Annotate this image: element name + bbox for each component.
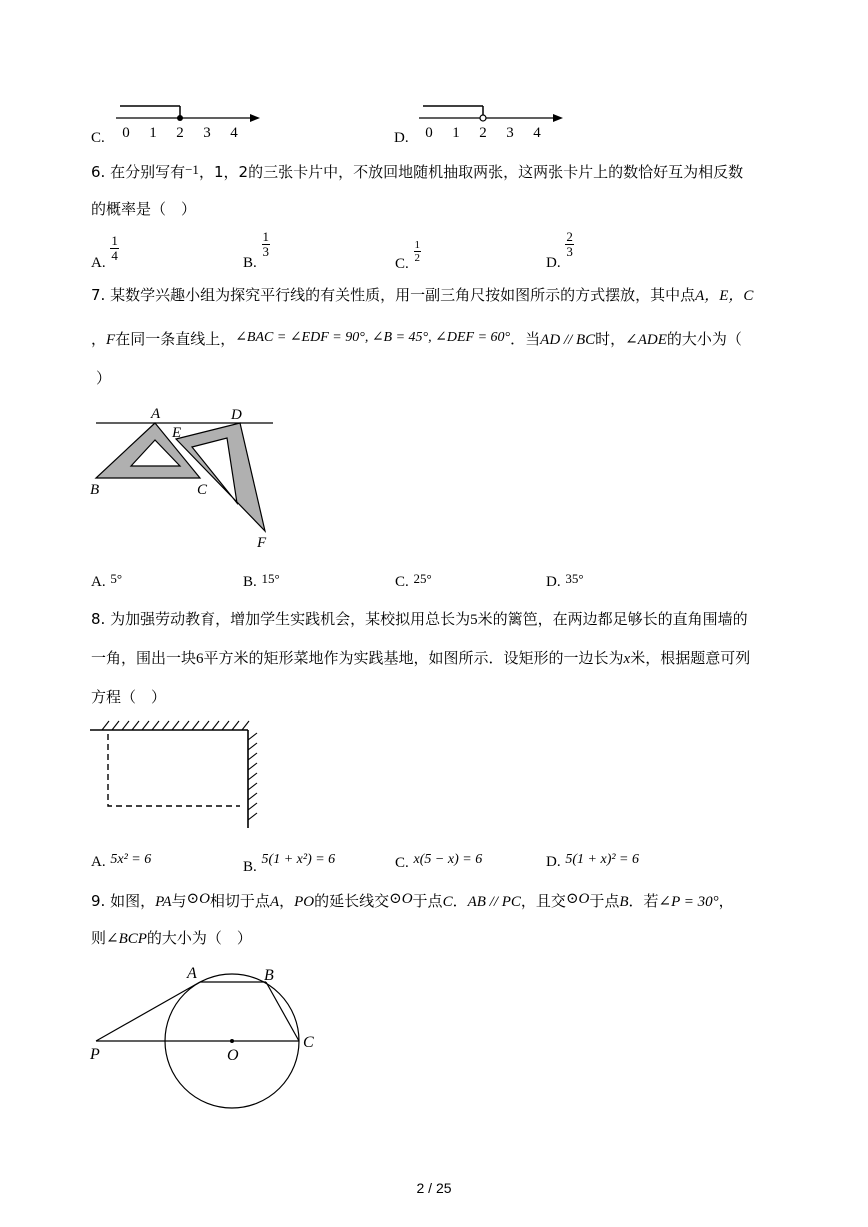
q6-option-b: B. $\frac{1}{3}$ (243, 229, 270, 271)
q8-fence-figure (88, 716, 258, 831)
q7-option-c: C. 25° (395, 571, 432, 590)
q6-option-c: C. $\frac{1}{2}$ (395, 239, 421, 272)
number-line-d (411, 98, 571, 144)
tick-0: 0 (122, 125, 130, 141)
tick-4: 4 (230, 125, 238, 141)
q6-option-a: A. $\frac{1}{4}$ (91, 233, 118, 271)
q8-option-d: D. 5(1 + x)² = 6 (546, 852, 640, 870)
q6-line-2: 的概率是（ ） (91, 200, 197, 218)
tick-2: 2 (176, 125, 184, 141)
label-b: B (264, 967, 274, 984)
q9-line-1: 9. 如图，PA与⊙O相切于点A，PO的延长线交⊙O于点C．AB // PC，且交⊙O于点B．若∠P = 30°， (91, 891, 734, 910)
q6-line-1: 6. 在分别写有−1，1，2的三张卡片中，不放回地随机抽取两张，这两张卡片上的数恰好互为相反数 (91, 162, 744, 181)
tick-0: 0 (425, 125, 433, 141)
label-a: A (151, 406, 161, 422)
q8-option-c: C. x(5 − x) = 6 (395, 852, 483, 871)
q7-option-a: A. 5° (91, 571, 123, 590)
q7-triangle-rulers-figure (88, 400, 288, 555)
tick-3: 3 (506, 125, 514, 141)
label-c: C (197, 482, 208, 498)
tick-2: 2 (479, 125, 487, 141)
q7-option-b: B. 15° (243, 571, 280, 590)
label-d: D (231, 407, 242, 423)
q9-circle-tangent-figure (88, 962, 328, 1132)
q7-line-2: ，F在同一条直线上，∠BAC = ∠EDF = 90°, ∠B = 45°, ∠DEF = 60°．当AD // BC时，∠ADE的大小为（ (91, 330, 742, 348)
q8-option-a: A. 5x² = 6 (91, 852, 152, 870)
number-line-c (108, 98, 268, 144)
q9-line-2: 则∠BCP的大小为（ ） (91, 929, 252, 947)
label-o: O (227, 1047, 239, 1064)
label-a: A (187, 965, 197, 982)
tick-4: 4 (533, 125, 541, 141)
label-p: P (90, 1046, 100, 1063)
tick-1: 1 (149, 125, 157, 141)
option-label: C. (91, 130, 105, 146)
q7-line-3: ） (96, 369, 112, 387)
option-label: D. (394, 130, 409, 146)
label-f: F (257, 535, 267, 551)
label-b: B (90, 482, 100, 498)
label-c: C (303, 1034, 314, 1051)
q8-line-2: 一角，围出一块6平方米的矩形菜地作为实践基地，如图所示．设矩形的一边长为x米，根据题意可列 (91, 649, 751, 667)
q8-line-1: 8. 为加强劳动教育，增加学生实践机会，某校拟用总长为5米的篱笆，在两边都足够长的直角围墙的 (91, 610, 748, 628)
tick-1: 1 (452, 125, 460, 141)
q6-option-d: D. $\frac{2}{3}$ (546, 229, 573, 271)
q8-line-3: 方程（ ） (91, 688, 167, 706)
page-number: 2 / 25 (416, 1180, 452, 1196)
tick-3: 3 (203, 125, 211, 141)
label-e: E (172, 425, 182, 441)
q7-line-1: 7. 某数学兴趣小组为探究平行线的有关性质，用一副三角尺按如图所示的方式摆放，其中点A，E，C (91, 286, 754, 304)
q7-option-d: D. 35° (546, 571, 584, 590)
q8-option-b: B. 5(1 + x²) = 6 (243, 852, 336, 875)
